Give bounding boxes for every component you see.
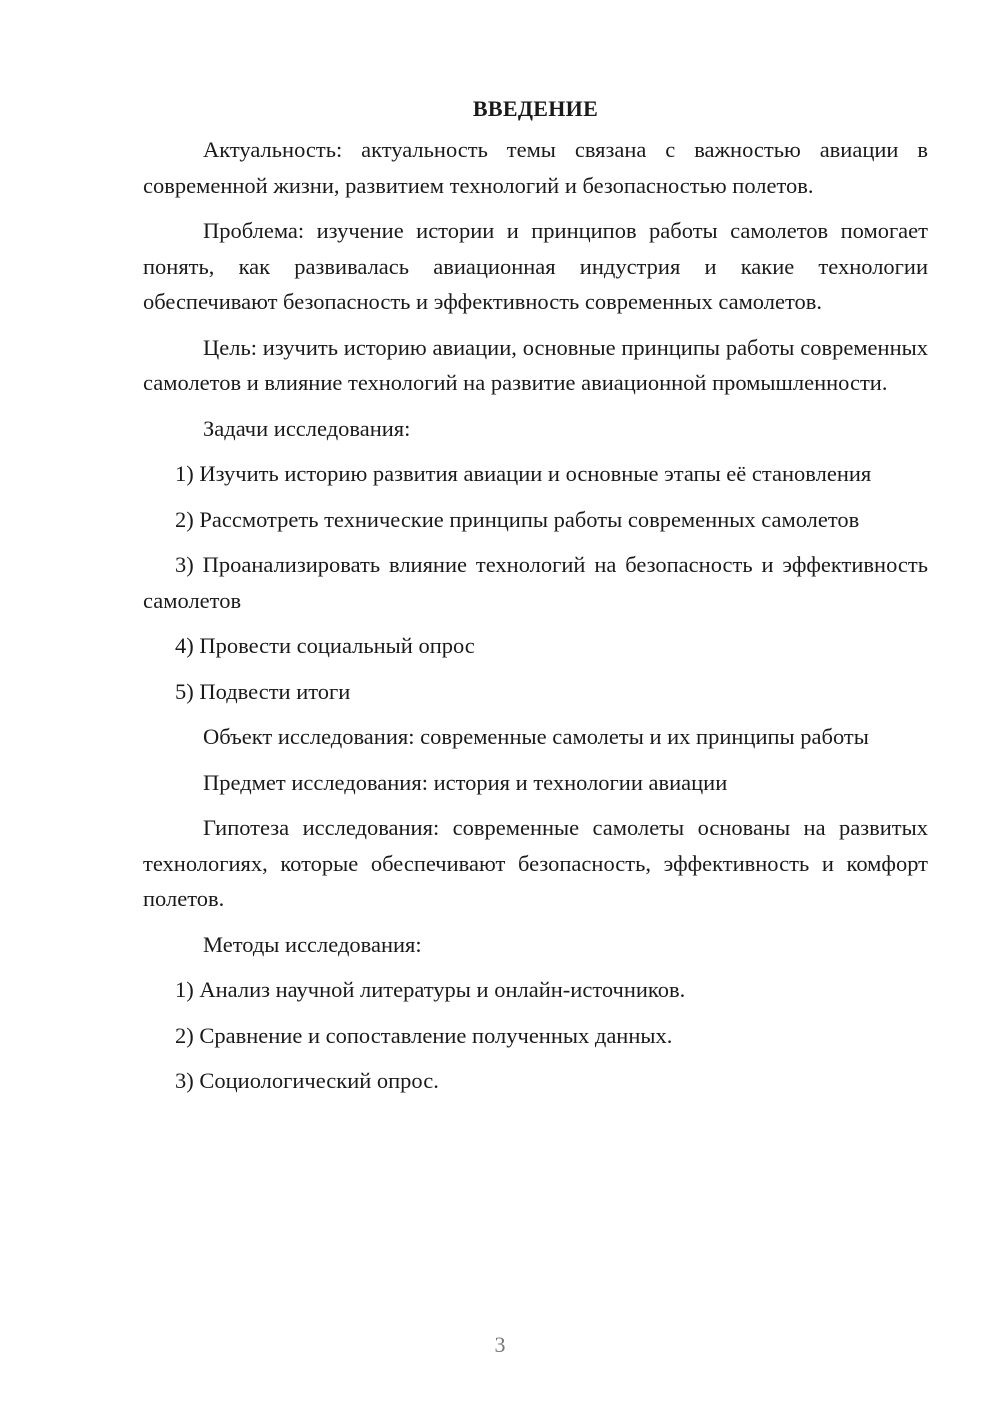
- section-title: ВВЕДЕНИЕ: [472, 96, 599, 121]
- task-item-2: 2) Рассмотреть технические принципы работы современных самолетов: [175, 506, 860, 532]
- task-item-3: 3) Проанализировать влияние технологий на безопасность и эффективность самолетов: [143, 552, 928, 613]
- paragraph-goal: Цель: изучить историю авиации, основные принципы работы современных самолетов и влияние технологий на развитие авиационной промышленности.: [143, 334, 928, 395]
- paragraph-object: Объект исследования: современные самолеты и их принципы работы: [203, 724, 869, 749]
- document-page: [143, 92, 928, 1109]
- method-item-2: 2) Сравнение и сопоставление полученных данных.: [175, 1022, 673, 1048]
- method-item-1: 1) Анализ научной литературы и онлайн-источников.: [175, 977, 686, 1002]
- paragraph-problem: Проблема: изучение истории и принципов работы самолетов помогает понять, как развивалась авиационная индустрия и какие технологии обеспечивают безопасность и эффективность современных самолетов.: [143, 218, 928, 314]
- task-item-5: 5) Подвести итоги: [175, 678, 351, 704]
- paragraph-relevance: Актуальность: актуальность темы связана с важностью авиации в современной жизни, развитием технологий и безопасностью полетов.: [143, 137, 928, 198]
- paragraph-methods-heading: Методы исследования:: [203, 931, 422, 957]
- paragraph-hypothesis: Гипотеза исследования: современные самолеты основаны на развитых технологиях, которые обеспечивают безопасность, эффективность и комфорт полетов.: [143, 815, 928, 911]
- task-item-4: 4) Провести социальный опрос: [175, 633, 475, 658]
- task-item-1: 1) Изучить историю развития авиации и основные этапы её становления: [175, 461, 872, 486]
- page-number: 3: [494, 1332, 506, 1357]
- paragraph-tasks-heading: Задачи исследования:: [203, 415, 411, 441]
- method-item-3: 3) Социологический опрос.: [175, 1068, 439, 1093]
- paragraph-subject: Предмет исследования: история и технологии авиации: [203, 769, 728, 795]
